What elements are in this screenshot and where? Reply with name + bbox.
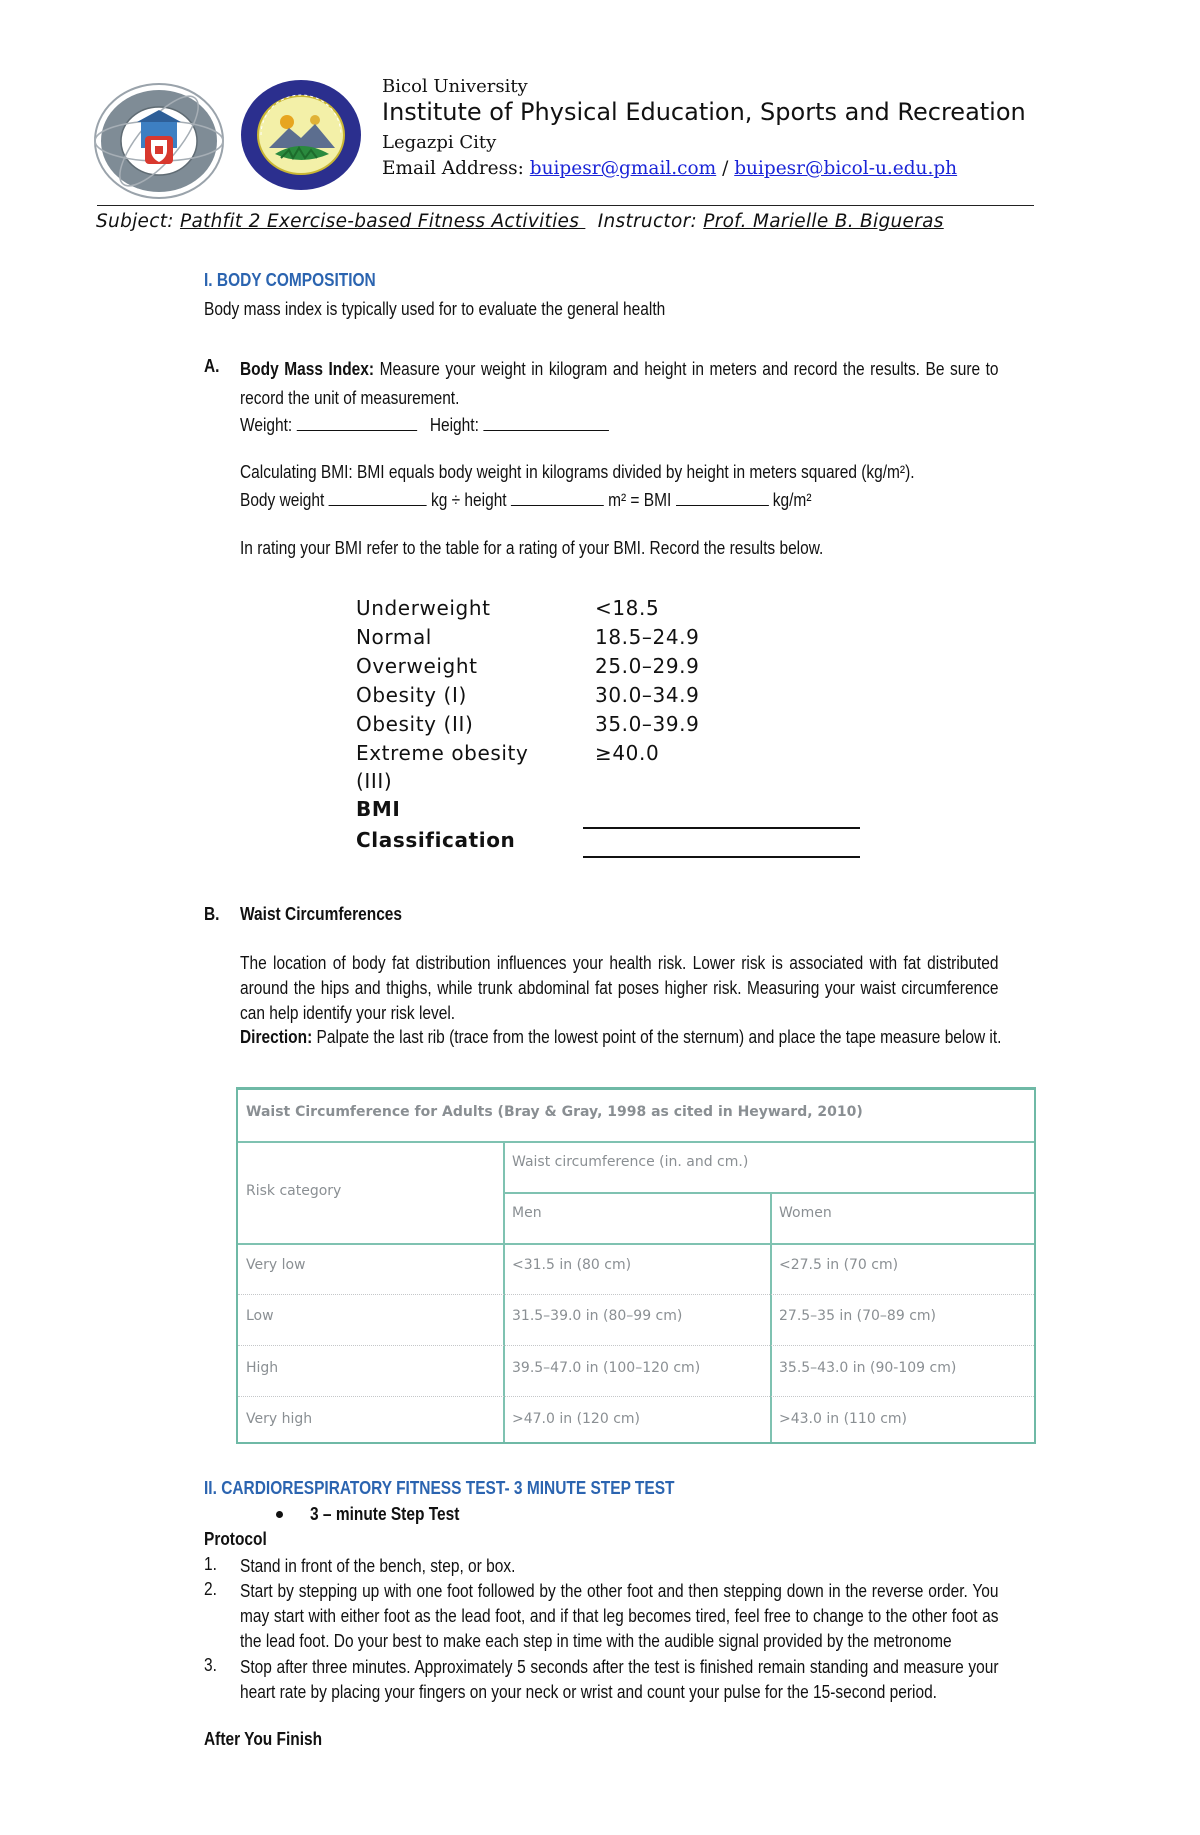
bmi-category-extreme-obesity: Extreme obesity <box>356 741 529 765</box>
a-paragraph <box>240 355 999 413</box>
step-1-num: 1. <box>204 1554 217 1574</box>
height-squared-blank[interactable] <box>511 489 604 506</box>
men-low: 31.5–39.0 in (80–99 cm) <box>512 1308 683 1324</box>
b-title: Waist Circumferences <box>240 904 403 924</box>
formula-part-4: kg/m² <box>768 490 812 510</box>
section1-heading: I. BODY COMPOSITION <box>204 270 376 290</box>
city: Legazpi City <box>382 132 497 153</box>
formula-line <box>240 489 811 511</box>
men-very-low: <31.5 in (80 cm) <box>512 1257 632 1273</box>
women-very-low: <27.5 in (70 cm) <box>779 1257 899 1273</box>
height-label: Height: <box>429 415 484 435</box>
calc-text: Calculating BMI: BMI equals body weight in kilograms divided by height in meters squared (kg/m²). <box>240 462 915 482</box>
women-header: Women <box>779 1205 832 1221</box>
step-3-text: Stop after three minutes. Approximately 5 seconds after the test is finished remain standing and measure your heart rate by placing your fingers on your neck or wrist and count your pulse for the 15-second period. <box>240 1657 999 1702</box>
body-weight-blank[interactable] <box>329 489 427 506</box>
email-line <box>382 158 957 179</box>
subject-line <box>96 211 944 232</box>
bmi-category-overweight: Overweight <box>356 654 478 678</box>
weight-height-line <box>240 414 609 436</box>
direction-text: Palpate the last rib (trace from the lowest point of the sternum) and place the tape measure below it. <box>312 1027 1002 1047</box>
step-3-num: 3. <box>204 1655 217 1675</box>
a-marker: A. <box>204 356 220 376</box>
waist-circumference-header: Waist circumference (in. and cm.) <box>512 1154 749 1170</box>
risk-category-header: Risk category <box>246 1183 342 1199</box>
height-blank[interactable] <box>483 414 609 431</box>
a-text: Measure your weight in kilogram and height in meters and record the results. Be sure to record the unit of measurement. <box>240 359 999 408</box>
step-2-num: 2. <box>204 1579 217 1599</box>
protocol-label: Protocol <box>204 1529 267 1549</box>
email-separator: / <box>716 158 735 179</box>
risk-low: Low <box>246 1308 274 1324</box>
instructor-value: Prof. Marielle B. Bigueras <box>703 211 944 232</box>
classification-result-blank[interactable] <box>583 856 860 858</box>
risk-very-high: Very high <box>246 1411 313 1427</box>
b-marker: B. <box>204 904 220 924</box>
rating-text: In rating your BMI refer to the table for a rating of your BMI. Record the results below. <box>240 538 824 558</box>
men-header: Men <box>512 1205 542 1221</box>
direction-line <box>240 1027 1001 1048</box>
bmi-category-obesity-1: Obesity (I) <box>356 683 467 707</box>
after-you-finish-label: After You Finish <box>204 1729 323 1749</box>
risk-very-low: Very low <box>246 1257 306 1273</box>
bmi-category-underweight: Underweight <box>356 596 491 620</box>
bicol-university-logo <box>93 82 225 200</box>
bmi-range-underweight: <18.5 <box>595 596 660 620</box>
men-very-high: >47.0 in (120 cm) <box>512 1411 640 1427</box>
email-label: Email Address: <box>382 158 530 179</box>
bmi-category-obesity-2: Obesity (II) <box>356 712 474 736</box>
formula-part-3: m² = BMI <box>603 490 676 510</box>
women-low: 27.5–35 in (70–89 cm) <box>779 1308 936 1324</box>
bullet-dot <box>276 1511 283 1518</box>
step-2-text: Start by stepping up with one foot followed by the other foot and then stepping down in the reverse order. You may start with either foot as the lead foot, and if that leg becomes tired, feel free to change to the other foot as the lead foot. Do your best to make each step in time with the audible signal provided by the metronome <box>240 1581 999 1651</box>
bmi-range-obesity-1: 30.0–34.9 <box>595 683 700 707</box>
header-divider <box>97 205 1034 206</box>
weight-label: Weight: <box>240 415 297 435</box>
bmi-range-extreme-obesity: ≥40.0 <box>595 741 660 765</box>
bmi-range-normal: 18.5–24.9 <box>595 625 700 649</box>
bmi-value-blank[interactable] <box>676 489 769 506</box>
step-1-text: Stand in front of the bench, step, or box. <box>240 1556 516 1576</box>
bmi-category-normal: Normal <box>356 625 432 649</box>
ipesr-logo <box>239 78 363 192</box>
bmi-result-blank[interactable] <box>583 827 860 829</box>
bmi-range-overweight: 25.0–29.9 <box>595 654 700 678</box>
women-very-high: >43.0 in (110 cm) <box>779 1411 907 1427</box>
institute-name: Institute of Physical Education, Sports and Recreation <box>382 98 1026 126</box>
email-link-gmail[interactable]: buipesr@gmail.com <box>529 158 717 179</box>
bmi-category-extreme-obesity-cont: (III) <box>356 769 393 793</box>
women-high: 35.5–43.0 in (90-109 cm) <box>779 1360 957 1376</box>
b-paragraph: The location of body fat distribution influences your health risk. Lower risk is associated with fat distributed around the hips and thighs, while trunk abdominal fat poses higher risk. Measuring your waist circumference can help identify your risk level. <box>240 953 999 1023</box>
bmi-label: BMI <box>356 797 401 821</box>
university-name: Bicol University <box>382 76 528 97</box>
waist-table-title: Waist Circumference for Adults (Bray & Gray, 1998 as cited in Heyward, 2010) <box>246 1104 863 1120</box>
bmi-range-obesity-2: 35.0–39.9 <box>595 712 700 736</box>
email-link-bicol[interactable]: buipesr@bicol-u.edu.ph <box>734 158 958 179</box>
a-title: Body Mass Index: <box>240 359 375 379</box>
waist-table <box>236 1087 1036 1444</box>
classification-label: Classification <box>356 828 516 852</box>
weight-blank[interactable] <box>297 414 417 431</box>
instructor-label: Instructor: <box>597 211 704 232</box>
risk-high: High <box>246 1360 279 1376</box>
men-high: 39.5–47.0 in (100–120 cm) <box>512 1360 701 1376</box>
subject-label: Subject: <box>96 211 180 232</box>
direction-label: Direction: <box>240 1027 313 1047</box>
formula-part-1: Body weight <box>240 490 329 510</box>
section1-intro: Body mass index is typically used for to evaluate the general health <box>204 299 666 319</box>
subject-value: Pathfit 2 Exercise-based Fitness Activities <box>179 211 586 232</box>
step-test-bullet: 3 – minute Step Test <box>310 1504 460 1524</box>
formula-part-2: kg ÷ height <box>426 490 511 510</box>
section2-heading: II. CARDIORESPIRATORY FITNESS TEST- 3 MINUTE STEP TEST <box>204 1478 675 1498</box>
